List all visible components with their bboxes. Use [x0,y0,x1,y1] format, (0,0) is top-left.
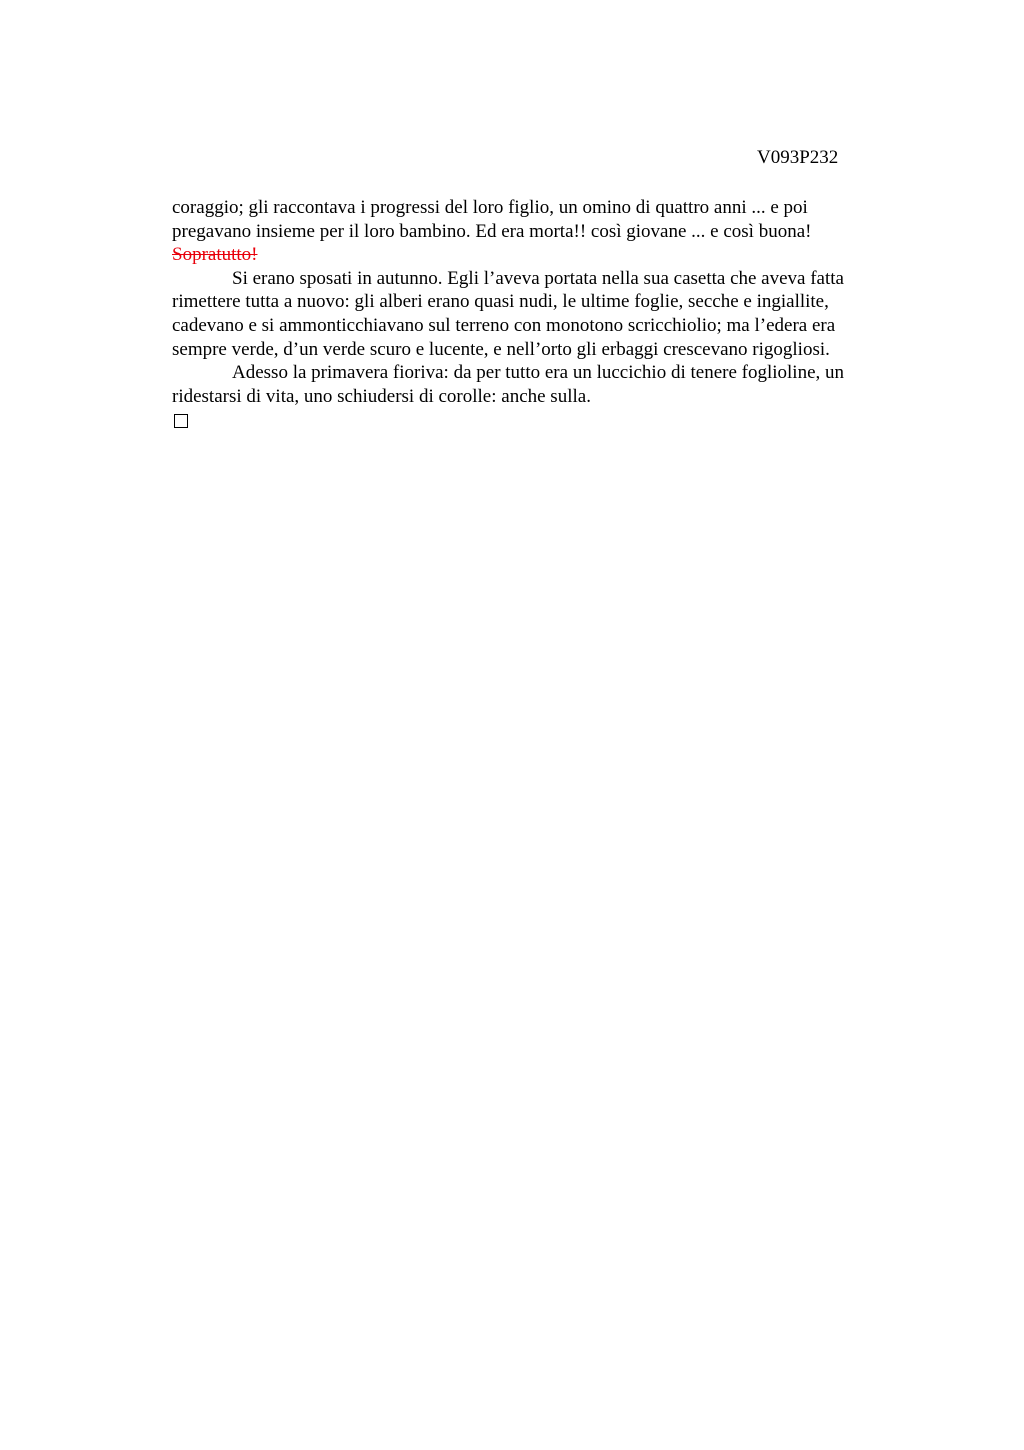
text-line: pregavano insieme per il loro bambino. Ed era morta!! così giovane ... e così buona! [172,220,812,242]
paragraph-spring [172,361,902,408]
text-line: cadevano e si ammonticchiavano sul terreno con monotono scricchiolio; ma l’edera era [172,314,836,336]
document-body [172,196,902,435]
deleted-text-line [172,243,902,267]
page-identifier: V093P232 [757,147,839,168]
text-line: sempre verde, d’un verde scuro e lucente, e nell’orto gli erbaggi crescevano rigogliosi. [172,338,830,360]
text-line: rimettere tutta a nuovo: gli alberi erano quasi nudi, le ultime foglie, secche e ingiallite, [172,291,829,313]
end-marker-line [172,408,902,435]
text-line: ridestarsi di vita, uno schiudersi di corolle: anche sulla. [172,385,591,407]
paragraph-autumn [172,267,902,361]
empty-square-icon [174,414,188,428]
text-line: coraggio; gli raccontava i progressi del loro figlio, un omino di quattro anni ... e poi [172,197,808,218]
text-line: Si erano sposati in autunno. Egli l’aveva portata nella sua casetta che aveva fatta [232,267,844,289]
strikethrough-text: Sopratutto! [172,244,258,266]
text-line: Adesso la primavera fioriva: da per tutto era un luccichio di tenere foglioline, un [232,362,845,384]
